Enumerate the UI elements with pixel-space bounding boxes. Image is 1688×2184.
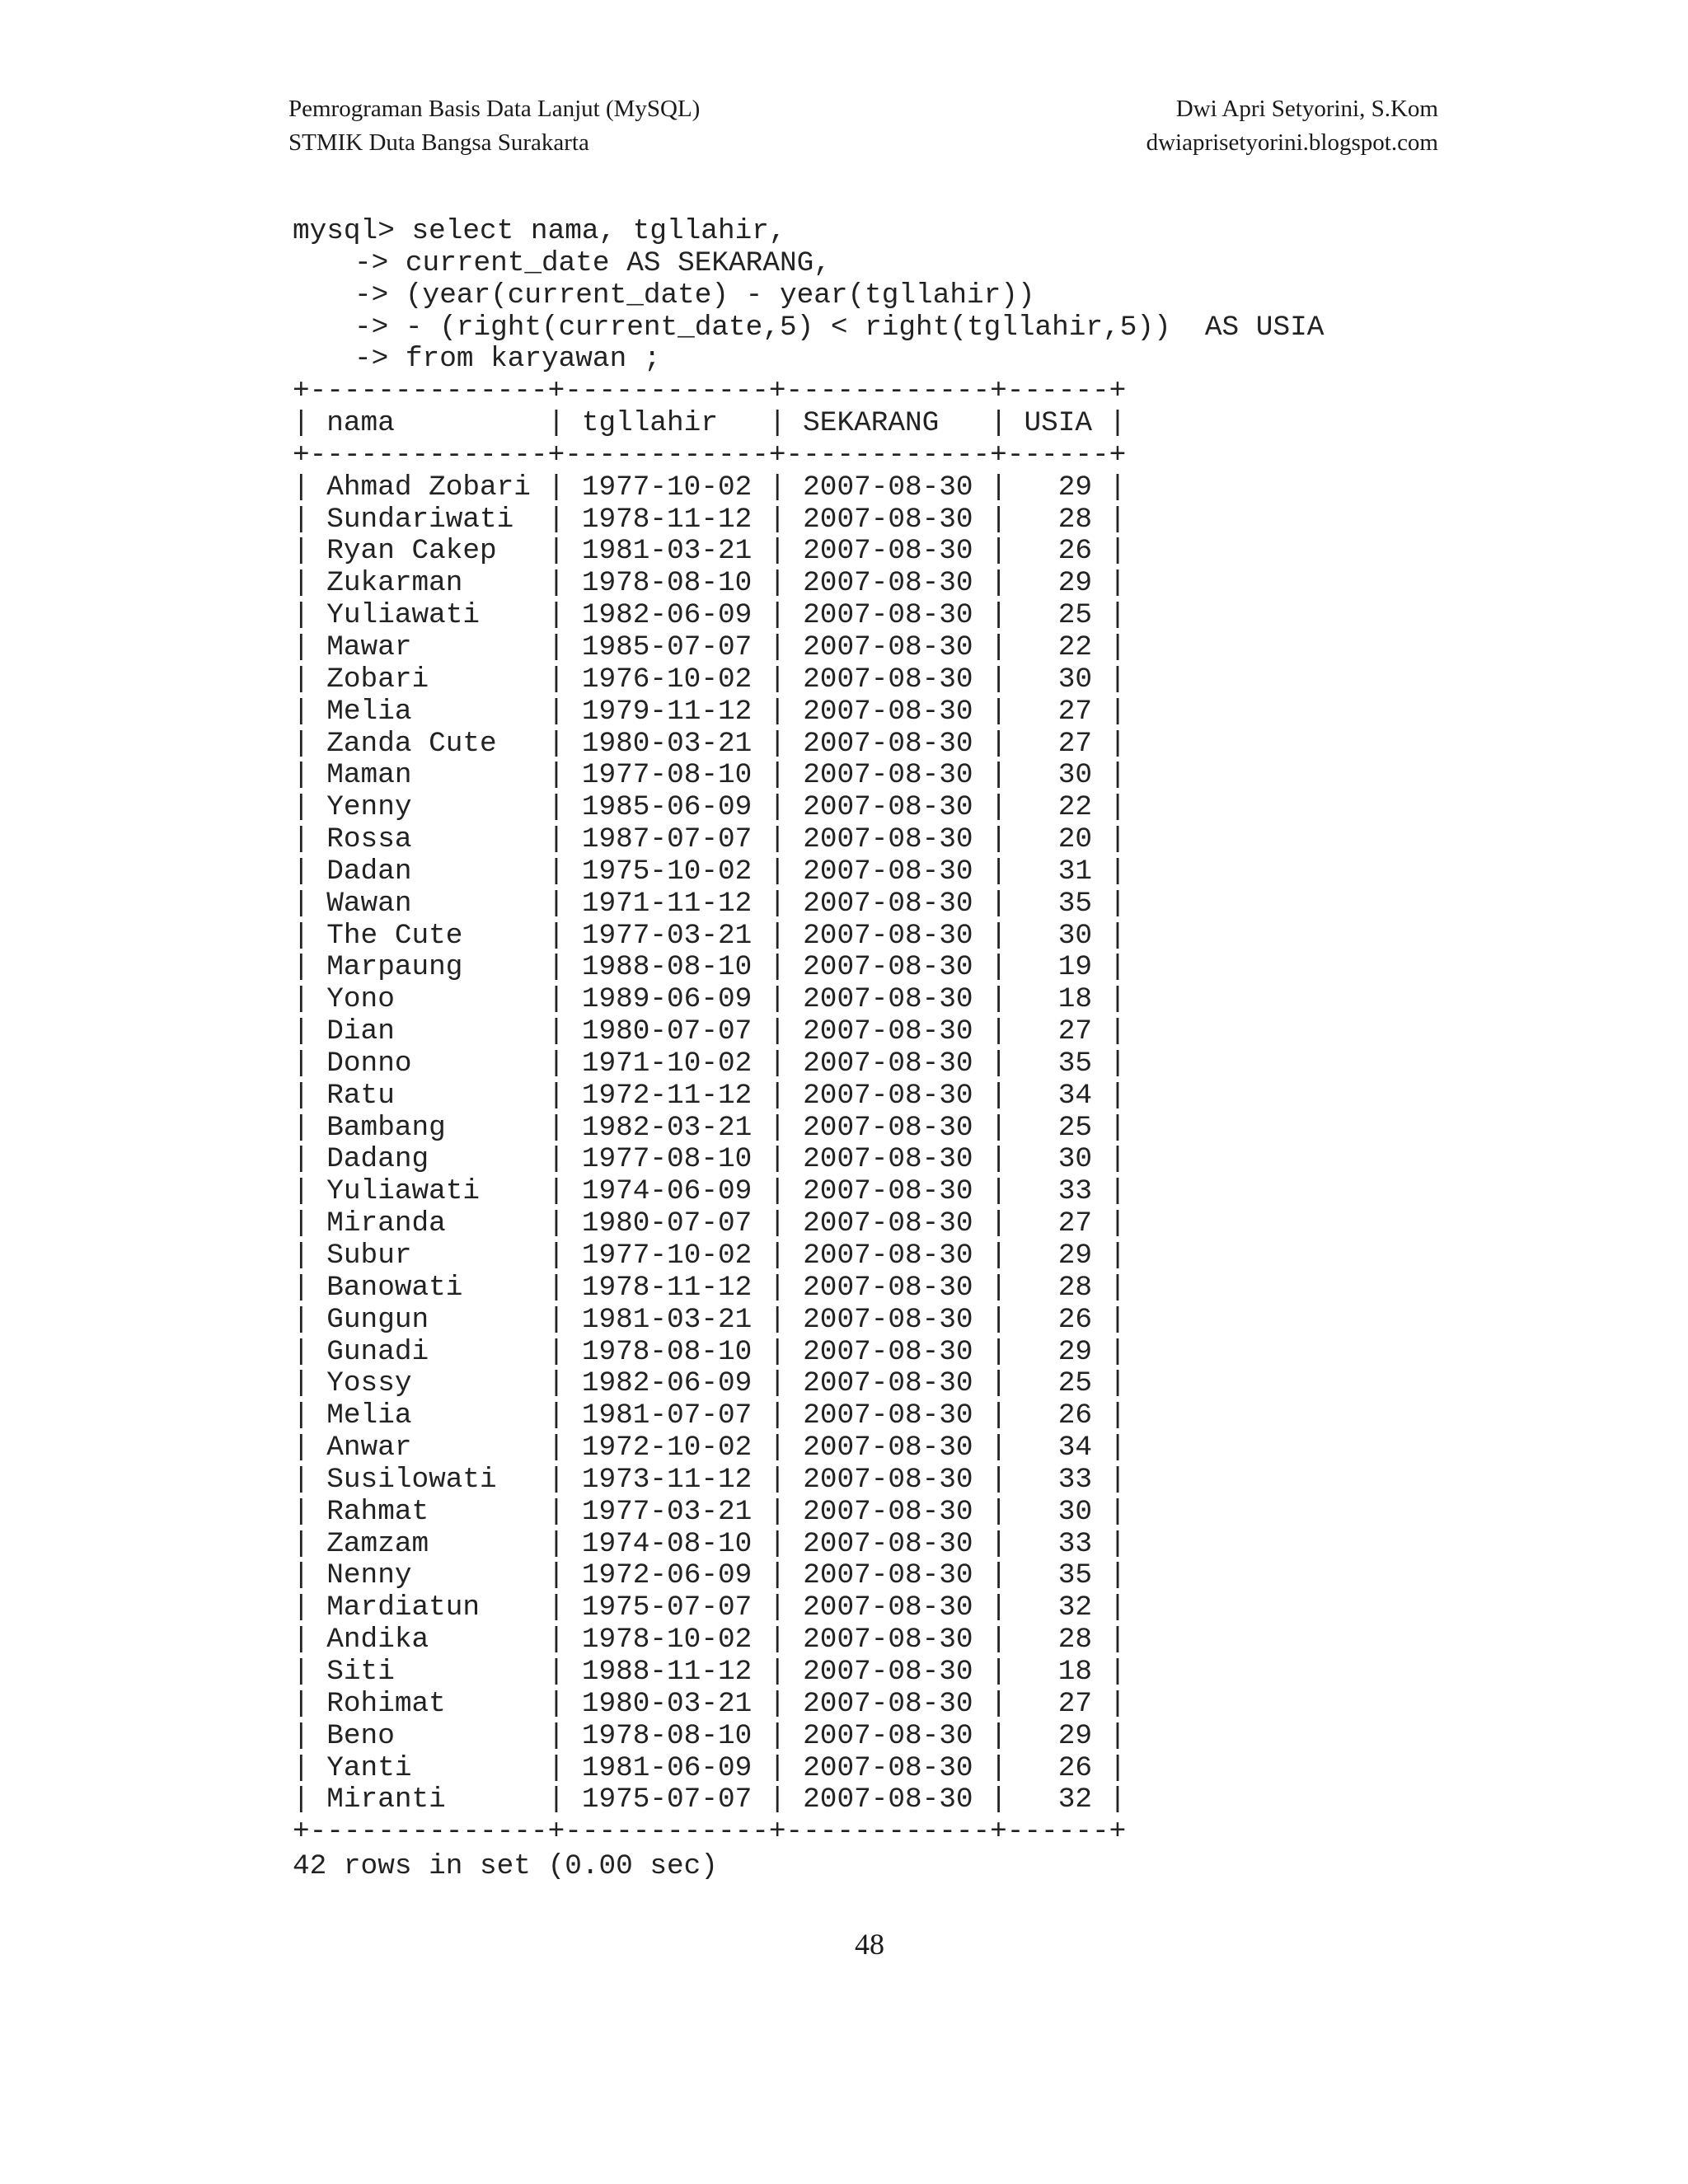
cell-usia: 20 bbox=[1057, 823, 1093, 856]
cell-tgllahir: 1974-06-09 bbox=[581, 1175, 753, 1208]
cell-sekarang: 2007-08-30 bbox=[803, 503, 973, 536]
cell-usia: 26 bbox=[1057, 1303, 1093, 1336]
cell-tgllahir: 1989-06-09 bbox=[581, 983, 753, 1016]
cell-tgllahir: 1981-03-21 bbox=[581, 535, 753, 568]
cell-nama: Miranti bbox=[326, 1783, 446, 1816]
table-header-row: | nama | tgllahir | SEKARANG | USIA | bbox=[293, 407, 1127, 440]
cell-sekarang: 2007-08-30 bbox=[803, 1015, 973, 1048]
cell-usia: 29 bbox=[1057, 1719, 1093, 1752]
table-row: | Gunadi | 1978-08-10 | 2007-08-30 | 29 | bbox=[293, 1335, 1127, 1368]
cell-nama: Bambang bbox=[326, 1111, 446, 1144]
cell-sekarang: 2007-08-30 bbox=[803, 663, 973, 696]
cell-nama: Dadang bbox=[326, 1143, 429, 1176]
cell-tgllahir: 1972-06-09 bbox=[581, 1559, 753, 1592]
cell-tgllahir: 1988-08-10 bbox=[581, 951, 753, 984]
cell-sekarang: 2007-08-30 bbox=[803, 535, 973, 568]
author-name: Dwi Apri Setyorini, S.Kom bbox=[1175, 96, 1438, 122]
table-row: | Ahmad Zobari | 1977-10-02 | 2007-08-30 | 29 | bbox=[293, 471, 1127, 504]
cell-tgllahir: 1987-07-07 bbox=[581, 823, 753, 856]
cell-usia: 22 bbox=[1057, 791, 1093, 824]
cell-usia: 26 bbox=[1057, 1399, 1093, 1432]
cell-nama: Miranda bbox=[326, 1207, 446, 1240]
cell-sekarang: 2007-08-30 bbox=[803, 1240, 973, 1272]
cell-sekarang: 2007-08-30 bbox=[803, 1559, 973, 1592]
query-line-2 bbox=[293, 248, 1324, 280]
cell-nama: Zanda Cute bbox=[326, 727, 497, 760]
table-border-mid: +--------------+------------+------------+------+ bbox=[293, 438, 1127, 471]
cell-sekarang: 2007-08-30 bbox=[803, 1719, 973, 1752]
table-row: | Dian | 1980-07-07 | 2007-08-30 | 27 | bbox=[293, 1015, 1127, 1048]
cell-tgllahir: 1982-06-09 bbox=[581, 599, 753, 632]
table-row: | Yuliawati | 1982-06-09 | 2007-08-30 | 25 | bbox=[293, 599, 1127, 632]
course-title: Pemrograman Basis Data Lanjut (MySQL) bbox=[288, 96, 701, 122]
table-row: | Susilowati | 1973-11-12 | 2007-08-30 | 33 | bbox=[293, 1463, 1127, 1496]
query-text-2: current_date AS SEKARANG, bbox=[405, 246, 831, 279]
page-header bbox=[288, 92, 1438, 160]
table-row: | Subur | 1977-10-02 | 2007-08-30 | 29 | bbox=[293, 1240, 1127, 1272]
cell-nama: Beno bbox=[326, 1719, 395, 1752]
cell-usia: 33 bbox=[1057, 1463, 1093, 1496]
cell-sekarang: 2007-08-30 bbox=[803, 1399, 973, 1432]
cell-tgllahir: 1977-08-10 bbox=[581, 1143, 753, 1176]
cell-tgllahir: 1976-10-02 bbox=[581, 663, 753, 696]
cell-usia: 28 bbox=[1057, 1271, 1093, 1304]
cell-tgllahir: 1977-08-10 bbox=[581, 759, 753, 792]
result-summary: 42 rows in set (0.00 sec) bbox=[293, 1850, 718, 1883]
continuation-arrow: -> bbox=[354, 343, 389, 376]
cell-nama: Gunadi bbox=[326, 1335, 429, 1368]
cell-tgllahir: 1975-07-07 bbox=[581, 1783, 753, 1816]
cell-nama: Ratu bbox=[326, 1079, 395, 1112]
table-row: | Nenny | 1972-06-09 | 2007-08-30 | 35 | bbox=[293, 1559, 1127, 1592]
cell-sekarang: 2007-08-30 bbox=[803, 1783, 973, 1816]
column-header-nama: nama bbox=[326, 407, 395, 440]
cell-nama: Zobari bbox=[326, 663, 429, 696]
cell-tgllahir: 1980-03-21 bbox=[581, 1687, 753, 1720]
cell-usia: 27 bbox=[1057, 1207, 1093, 1240]
cell-sekarang: 2007-08-30 bbox=[803, 1143, 973, 1176]
cell-usia: 35 bbox=[1057, 1559, 1093, 1592]
cell-nama: Sundariwati bbox=[326, 503, 514, 536]
cell-tgllahir: 1978-10-02 bbox=[581, 1624, 753, 1657]
cell-tgllahir: 1972-11-12 bbox=[581, 1079, 753, 1112]
cell-sekarang: 2007-08-30 bbox=[803, 1432, 973, 1465]
table-row: | Miranda | 1980-07-07 | 2007-08-30 | 27 | bbox=[293, 1207, 1127, 1240]
cell-nama: Ahmad Zobari bbox=[326, 471, 531, 504]
cell-usia: 29 bbox=[1057, 1240, 1093, 1272]
cell-usia: 29 bbox=[1057, 1335, 1093, 1368]
table-row: | Melia | 1981-07-07 | 2007-08-30 | 26 | bbox=[293, 1399, 1127, 1432]
mysql-prompt: mysql> bbox=[293, 215, 395, 247]
cell-tgllahir: 1982-03-21 bbox=[581, 1111, 753, 1144]
cell-sekarang: 2007-08-30 bbox=[803, 759, 973, 792]
cell-nama: Zamzam bbox=[326, 1527, 429, 1560]
cell-sekarang: 2007-08-30 bbox=[803, 695, 973, 728]
cell-usia: 32 bbox=[1057, 1783, 1093, 1816]
cell-nama: Susilowati bbox=[326, 1463, 497, 1496]
cell-sekarang: 2007-08-30 bbox=[803, 1079, 973, 1112]
table-row: | Mawar | 1985-07-07 | 2007-08-30 | 22 | bbox=[293, 630, 1127, 663]
cell-nama: Marpaung bbox=[326, 951, 463, 984]
table-row: | Zanda Cute | 1980-03-21 | 2007-08-30 | 27 | bbox=[293, 727, 1127, 760]
column-header-tgllahir: tgllahir bbox=[581, 407, 718, 440]
cell-nama: Yenny bbox=[326, 791, 412, 824]
continuation-arrow: -> bbox=[354, 279, 389, 312]
cell-tgllahir: 1972-10-02 bbox=[581, 1432, 753, 1465]
table-row: | Rohimat | 1980-03-21 | 2007-08-30 | 27 | bbox=[293, 1687, 1127, 1720]
cell-nama: Banowati bbox=[326, 1271, 463, 1304]
website-url: dwiaprisetyorini.blogspot.com bbox=[1146, 129, 1438, 156]
cell-usia: 25 bbox=[1057, 1367, 1093, 1400]
cell-usia: 25 bbox=[1057, 599, 1093, 632]
table-row: | Ratu | 1972-11-12 | 2007-08-30 | 34 | bbox=[293, 1079, 1127, 1112]
cell-sekarang: 2007-08-30 bbox=[803, 1624, 973, 1657]
cell-tgllahir: 1977-10-02 bbox=[581, 471, 753, 504]
cell-usia: 26 bbox=[1057, 1751, 1093, 1784]
cell-sekarang: 2007-08-30 bbox=[803, 1111, 973, 1144]
cell-sekarang: 2007-08-30 bbox=[803, 1687, 973, 1720]
cell-nama: Mawar bbox=[326, 630, 412, 663]
cell-usia: 18 bbox=[1057, 983, 1093, 1016]
mysql-session bbox=[293, 216, 1324, 1883]
table-row: | Anwar | 1972-10-02 | 2007-08-30 | 34 | bbox=[293, 1432, 1127, 1465]
cell-usia: 27 bbox=[1057, 695, 1093, 728]
continuation-arrow: -> bbox=[354, 311, 389, 344]
query-line-3 bbox=[293, 280, 1324, 312]
cell-sekarang: 2007-08-30 bbox=[803, 727, 973, 760]
query-text-5: from karyawan ; bbox=[405, 343, 661, 376]
cell-usia: 18 bbox=[1057, 1655, 1093, 1688]
header-row-2 bbox=[288, 126, 1438, 160]
cell-sekarang: 2007-08-30 bbox=[803, 983, 973, 1016]
cell-usia: 34 bbox=[1057, 1432, 1093, 1465]
cell-sekarang: 2007-08-30 bbox=[803, 1463, 973, 1496]
cell-usia: 25 bbox=[1057, 1111, 1093, 1144]
cell-nama: Rossa bbox=[326, 823, 412, 856]
cell-nama: Rohimat bbox=[326, 1687, 446, 1720]
cell-nama: Nenny bbox=[326, 1559, 412, 1592]
cell-tgllahir: 1973-11-12 bbox=[581, 1463, 753, 1496]
cell-sekarang: 2007-08-30 bbox=[803, 1175, 973, 1208]
cell-sekarang: 2007-08-30 bbox=[803, 791, 973, 824]
cell-nama: Maman bbox=[326, 759, 412, 792]
cell-usia: 30 bbox=[1057, 1495, 1093, 1528]
query-line-1 bbox=[293, 216, 1324, 248]
cell-nama: Rahmat bbox=[326, 1495, 429, 1528]
cell-tgllahir: 1980-07-07 bbox=[581, 1207, 753, 1240]
cell-usia: 22 bbox=[1057, 630, 1093, 663]
query-line-5 bbox=[293, 344, 1324, 376]
cell-nama: Wawan bbox=[326, 887, 412, 920]
table-row: | Yanti | 1981-06-09 | 2007-08-30 | 26 | bbox=[293, 1751, 1127, 1784]
cell-nama: Anwar bbox=[326, 1432, 412, 1465]
cell-usia: 35 bbox=[1057, 887, 1093, 920]
cell-tgllahir: 1971-10-02 bbox=[581, 1047, 753, 1080]
cell-nama: Siti bbox=[326, 1655, 395, 1688]
cell-tgllahir: 1985-07-07 bbox=[581, 630, 753, 663]
institution-name: STMIK Duta Bangsa Surakarta bbox=[288, 129, 589, 156]
table-row: | Miranti | 1975-07-07 | 2007-08-30 | 32 | bbox=[293, 1783, 1127, 1816]
query-text-1: select nama, tgllahir, bbox=[411, 215, 786, 247]
table-row: | Marpaung | 1988-08-10 | 2007-08-30 | 19 | bbox=[293, 951, 1127, 984]
table-body bbox=[293, 472, 1324, 1816]
cell-sekarang: 2007-08-30 bbox=[803, 1335, 973, 1368]
cell-tgllahir: 1971-11-12 bbox=[581, 887, 753, 920]
table-row: | Zukarman | 1978-08-10 | 2007-08-30 | 29 | bbox=[293, 567, 1127, 600]
cell-usia: 27 bbox=[1057, 1015, 1093, 1048]
cell-nama: Yuliawati bbox=[326, 1175, 481, 1208]
query-text-4: - (right(current_date,5) < right(tgllahir,5)) AS USIA bbox=[405, 311, 1325, 344]
column-header-sekarang: SEKARANG bbox=[803, 407, 940, 440]
cell-sekarang: 2007-08-30 bbox=[803, 1271, 973, 1304]
cell-usia: 35 bbox=[1057, 1047, 1093, 1080]
cell-tgllahir: 1981-06-09 bbox=[581, 1751, 753, 1784]
cell-sekarang: 2007-08-30 bbox=[803, 1303, 973, 1336]
cell-tgllahir: 1977-10-02 bbox=[581, 1240, 753, 1272]
cell-sekarang: 2007-08-30 bbox=[803, 823, 973, 856]
cell-usia: 31 bbox=[1057, 855, 1093, 888]
cell-tgllahir: 1974-08-10 bbox=[581, 1527, 753, 1560]
cell-tgllahir: 1979-11-12 bbox=[581, 695, 753, 728]
cell-sekarang: 2007-08-30 bbox=[803, 1655, 973, 1688]
cell-usia: 28 bbox=[1057, 503, 1093, 536]
table-row: | Yuliawati | 1974-06-09 | 2007-08-30 | 33 | bbox=[293, 1175, 1127, 1208]
cell-tgllahir: 1975-07-07 bbox=[581, 1591, 753, 1624]
cell-nama: Yono bbox=[326, 983, 395, 1016]
table-row: | Yenny | 1985-06-09 | 2007-08-30 | 22 | bbox=[293, 791, 1127, 824]
cell-nama: Zukarman bbox=[326, 567, 463, 600]
header-row-1 bbox=[288, 92, 1438, 126]
cell-usia: 27 bbox=[1057, 727, 1093, 760]
cell-sekarang: 2007-08-30 bbox=[803, 1207, 973, 1240]
table-row: | Mardiatun | 1975-07-07 | 2007-08-30 | 32 | bbox=[293, 1591, 1127, 1624]
cell-usia: 26 bbox=[1057, 535, 1093, 568]
table-row: | Zamzam | 1974-08-10 | 2007-08-30 | 33 | bbox=[293, 1527, 1127, 1560]
cell-usia: 19 bbox=[1057, 951, 1093, 984]
cell-nama: Yanti bbox=[326, 1751, 412, 1784]
cell-usia: 34 bbox=[1057, 1079, 1093, 1112]
cell-tgllahir: 1977-03-21 bbox=[581, 1495, 753, 1528]
cell-nama: The Cute bbox=[326, 919, 463, 952]
table-row: | Maman | 1977-08-10 | 2007-08-30 | 30 | bbox=[293, 759, 1127, 792]
table-row: | Melia | 1979-11-12 | 2007-08-30 | 27 | bbox=[293, 695, 1127, 728]
cell-nama: Subur bbox=[326, 1240, 412, 1272]
table-row: | Zobari | 1976-10-02 | 2007-08-30 | 30 | bbox=[293, 663, 1127, 696]
cell-usia: 32 bbox=[1057, 1591, 1093, 1624]
cell-nama: Yuliawati bbox=[326, 599, 481, 632]
cell-usia: 27 bbox=[1057, 1687, 1093, 1720]
cell-tgllahir: 1977-03-21 bbox=[581, 919, 753, 952]
cell-nama: Mardiatun bbox=[326, 1591, 481, 1624]
cell-usia: 30 bbox=[1057, 1143, 1093, 1176]
table-row: | Rahmat | 1977-03-21 | 2007-08-30 | 30 | bbox=[293, 1495, 1127, 1528]
query-text-3: (year(current_date) - year(tgllahir)) bbox=[405, 279, 1035, 312]
cell-tgllahir: 1982-06-09 bbox=[581, 1367, 753, 1400]
table-row: | Wawan | 1971-11-12 | 2007-08-30 | 35 | bbox=[293, 887, 1127, 920]
cell-sekarang: 2007-08-30 bbox=[803, 855, 973, 888]
cell-sekarang: 2007-08-30 bbox=[803, 1047, 973, 1080]
table-row: | Rossa | 1987-07-07 | 2007-08-30 | 20 | bbox=[293, 823, 1127, 856]
column-header-usia: USIA bbox=[1024, 407, 1093, 440]
cell-tgllahir: 1978-08-10 bbox=[581, 1719, 753, 1752]
table-row: | The Cute | 1977-03-21 | 2007-08-30 | 30 | bbox=[293, 919, 1127, 952]
cell-sekarang: 2007-08-30 bbox=[803, 599, 973, 632]
cell-tgllahir: 1980-07-07 bbox=[581, 1015, 753, 1048]
table-row: | Andika | 1978-10-02 | 2007-08-30 | 28 | bbox=[293, 1624, 1127, 1657]
cell-nama: Melia bbox=[326, 695, 412, 728]
table-row: | Gungun | 1981-03-21 | 2007-08-30 | 26 | bbox=[293, 1303, 1127, 1336]
cell-usia: 30 bbox=[1057, 663, 1093, 696]
table-row: | Bambang | 1982-03-21 | 2007-08-30 | 25 | bbox=[293, 1111, 1127, 1144]
table-row: | Donno | 1971-10-02 | 2007-08-30 | 35 | bbox=[293, 1047, 1127, 1080]
cell-sekarang: 2007-08-30 bbox=[803, 1495, 973, 1528]
cell-nama: Melia bbox=[326, 1399, 412, 1432]
cell-sekarang: 2007-08-30 bbox=[803, 1591, 973, 1624]
cell-sekarang: 2007-08-30 bbox=[803, 1751, 973, 1784]
cell-nama: Ryan Cakep bbox=[326, 535, 497, 568]
table-row: | Banowati | 1978-11-12 | 2007-08-30 | 28 | bbox=[293, 1271, 1127, 1304]
cell-sekarang: 2007-08-30 bbox=[803, 567, 973, 600]
table-row: | Yono | 1989-06-09 | 2007-08-30 | 18 | bbox=[293, 983, 1127, 1016]
table-row: | Beno | 1978-08-10 | 2007-08-30 | 29 | bbox=[293, 1719, 1127, 1752]
cell-sekarang: 2007-08-30 bbox=[803, 471, 973, 504]
query-line-4 bbox=[293, 312, 1324, 344]
cell-tgllahir: 1981-03-21 bbox=[581, 1303, 753, 1336]
table-row: | Ryan Cakep | 1981-03-21 | 2007-08-30 | 26 | bbox=[293, 535, 1127, 568]
cell-sekarang: 2007-08-30 bbox=[803, 951, 973, 984]
cell-nama: Andika bbox=[326, 1624, 429, 1657]
table-row: | Dadan | 1975-10-02 | 2007-08-30 | 31 | bbox=[293, 855, 1127, 888]
table-row: | Siti | 1988-11-12 | 2007-08-30 | 18 | bbox=[293, 1655, 1127, 1688]
cell-tgllahir: 1978-08-10 bbox=[581, 567, 753, 600]
cell-usia: 28 bbox=[1057, 1624, 1093, 1657]
cell-tgllahir: 1975-10-02 bbox=[581, 855, 753, 888]
cell-nama: Gungun bbox=[326, 1303, 429, 1336]
cell-tgllahir: 1978-11-12 bbox=[581, 1271, 753, 1304]
cell-nama: Donno bbox=[326, 1047, 412, 1080]
cell-usia: 33 bbox=[1057, 1175, 1093, 1208]
cell-nama: Dian bbox=[326, 1015, 395, 1048]
table-row: | Sundariwati | 1978-11-12 | 2007-08-30 | 28 | bbox=[293, 503, 1127, 536]
cell-tgllahir: 1978-11-12 bbox=[581, 503, 753, 536]
cell-tgllahir: 1978-08-10 bbox=[581, 1335, 753, 1368]
table-border-top: +--------------+------------+------------+------+ bbox=[293, 375, 1127, 408]
cell-usia: 29 bbox=[1057, 471, 1093, 504]
cell-tgllahir: 1988-11-12 bbox=[581, 1655, 753, 1688]
continuation-arrow: -> bbox=[354, 246, 389, 279]
cell-usia: 29 bbox=[1057, 567, 1093, 600]
page-number: 48 bbox=[855, 1928, 884, 1961]
cell-tgllahir: 1980-03-21 bbox=[581, 727, 753, 760]
table-row: | Dadang | 1977-08-10 | 2007-08-30 | 30 | bbox=[293, 1143, 1127, 1176]
cell-sekarang: 2007-08-30 bbox=[803, 919, 973, 952]
table-border-bottom: +--------------+------------+------------+------+ bbox=[293, 1816, 1127, 1849]
table-row: | Yossy | 1982-06-09 | 2007-08-30 | 25 | bbox=[293, 1367, 1127, 1400]
cell-usia: 30 bbox=[1057, 759, 1093, 792]
cell-tgllahir: 1985-06-09 bbox=[581, 791, 753, 824]
cell-usia: 30 bbox=[1057, 919, 1093, 952]
cell-usia: 33 bbox=[1057, 1527, 1093, 1560]
cell-sekarang: 2007-08-30 bbox=[803, 1367, 973, 1400]
cell-nama: Dadan bbox=[326, 855, 412, 888]
cell-tgllahir: 1981-07-07 bbox=[581, 1399, 753, 1432]
cell-nama: Yossy bbox=[326, 1367, 412, 1400]
cell-sekarang: 2007-08-30 bbox=[803, 887, 973, 920]
cell-sekarang: 2007-08-30 bbox=[803, 1527, 973, 1560]
cell-sekarang: 2007-08-30 bbox=[803, 630, 973, 663]
